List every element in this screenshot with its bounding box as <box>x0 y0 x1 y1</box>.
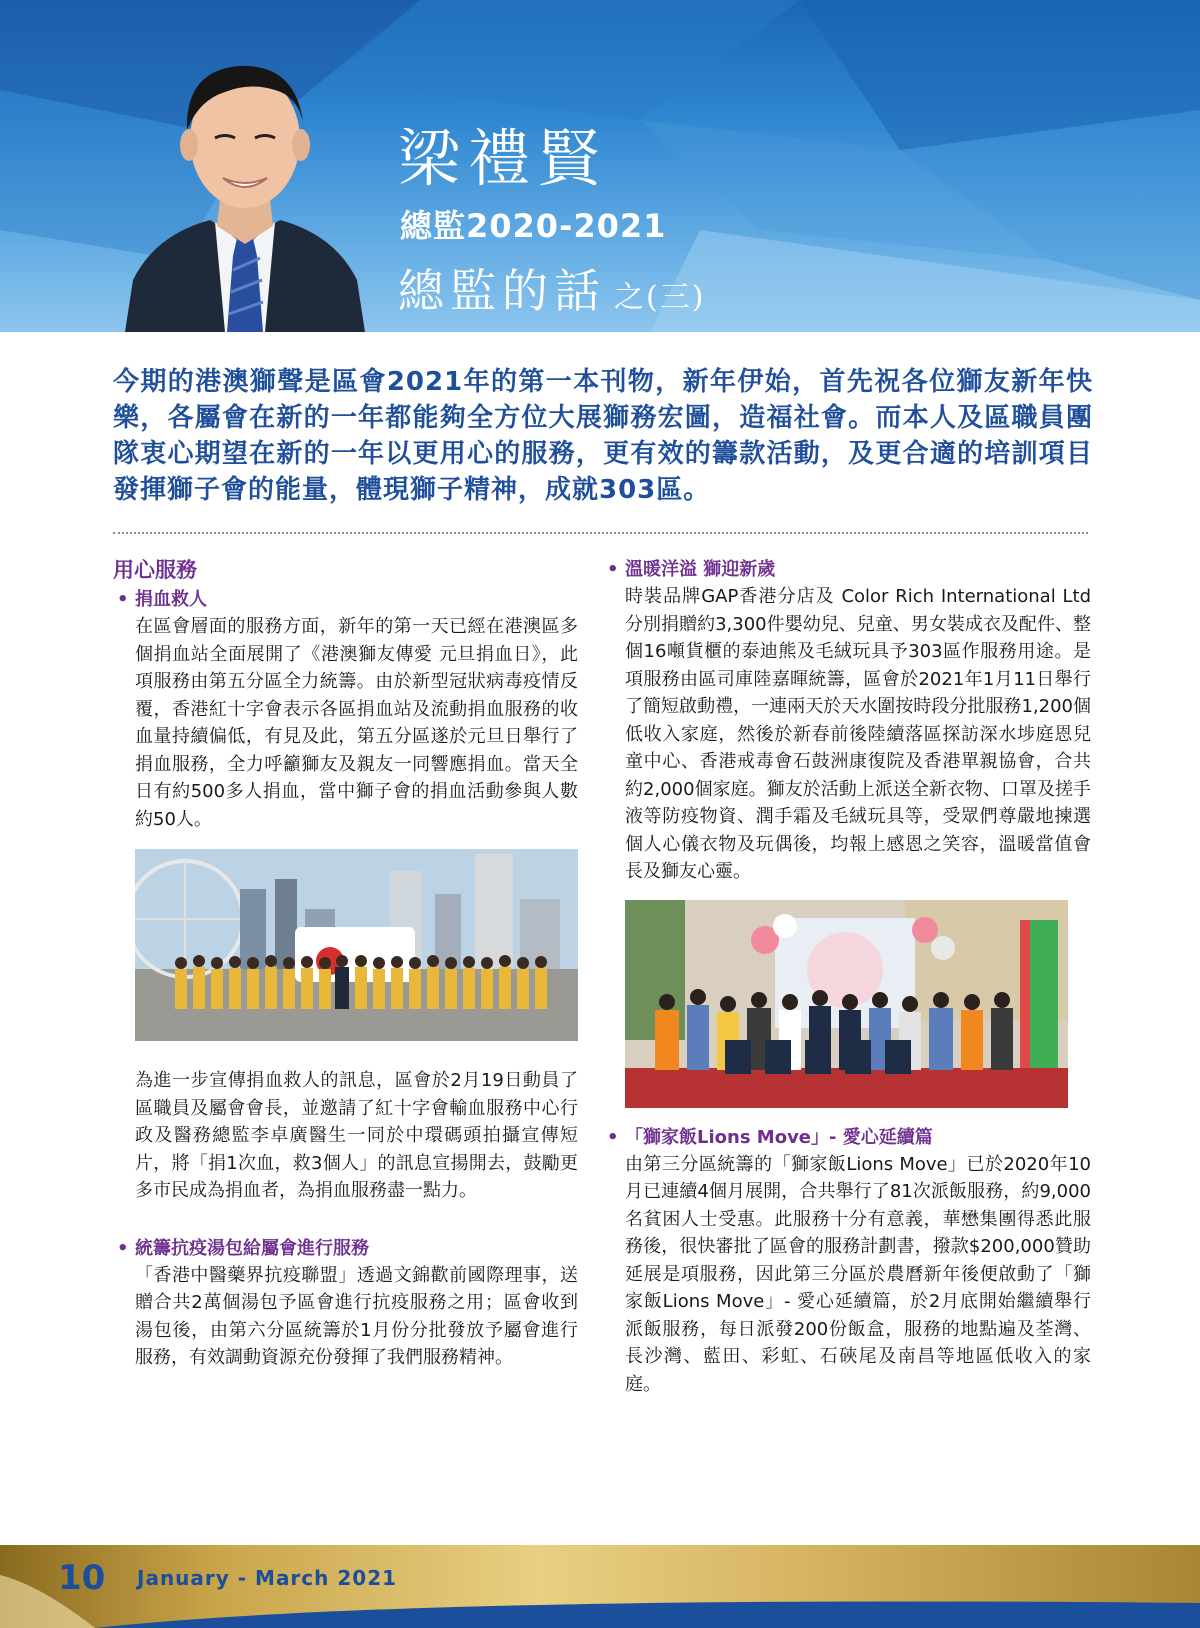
blood-campaign-photo <box>135 849 578 1041</box>
column-title <box>398 264 706 318</box>
bullet-icon: • <box>607 559 619 580</box>
bullet-icon: • <box>607 1126 619 1148</box>
header-banner <box>0 0 1200 332</box>
subheading-label: 溫暖洋溢 獅迎新歲 <box>625 559 776 580</box>
subheading-soup-packs <box>113 1235 578 1262</box>
bullet-icon: • <box>117 589 129 610</box>
warmth-paragraph: 時裝品牌GAP香港分店及 Color Rich International Ltd 分別捐贈約3,300件嬰幼兒、兒童、男女裝成衣及配件、整個16噸貨櫃的泰迪熊及毛絨玩具予303區作服務用途。是項服務由區司庫陸嘉暉統籌，區會於2021年1月11日舉行了簡短啟動禮，一連兩天於天水圍按時段分批服務1,200個低收入家庭，然後於新春前後陸續落區探訪深水埗庭恩兒童中心、香港戒毒會石鼓洲康復院及香港單親協會，合共約2,000個家庭。獅友於活動上派送全新衣物、口罩及搓手液等防疫物資、潤手霜及毛絨玩具等，受眾們尊嚴地揀選個人心儀衣物及玩偶後，均報上感恩之笑容，溫暖當值會長及獅友心靈。 <box>625 586 1091 882</box>
column-title-suffix: 之(三) <box>614 280 706 315</box>
subheading-label: 捐血救人 <box>135 589 207 610</box>
director-name: 梁禮賢 <box>398 122 609 195</box>
blood-paragraph-2: 為進一步宣傳捐血救人的訊息，區會於2月19日動員了區職員及屬會會長，並邀請了紅十字會輸血服務中心行政及醫務總監李卓廣醫生一同於中環碼頭拍攝宣傳短片，將「捐1次血，救3個人」的訊息宣揚開去，鼓勵更多市民成為捐血者，為捐血服務盡一點力。 <box>135 1070 578 1201</box>
lions-move-paragraph: 由第三分區統籌的「獅家飯Lions Move」已於2020年10月已連續4個月展開，合共舉行了81次派飯服務，約9,000名貧困人士受惠。此服務十分有意義，華懋集團得悉此服務後，很快審批了區會的服務計劃書，撥款$200,000贊助延展是項服務，因此第三分區於農曆新年後便啟動了「獅家飯Lions Move」- 愛心延續篇，於2月底開始繼續舉行派飯服務，每日派發200份飯盒，服務的地點遍及荃灣、長沙灣、藍田、彩虹、石硤尾及南昌等地區低收入的家庭。 <box>625 1153 1091 1395</box>
bullet-icon: • <box>117 1237 129 1259</box>
intro-paragraph: 今期的港澳獅聲是區會2021年的第一本刊物，新年伊始，首先祝各位獅友新年快樂，各屬會在新的一年都能夠全方位大展獅務宏圖，造福社會。而本人及區職員團隊衷心期望在新的一年以更用心的服務，更有效的籌款活動，及更合適的培訓項目發揮獅子會的能量，體現獅子精神，成就303區。 <box>113 367 1093 505</box>
issue-date: January - March 2021 <box>137 1566 398 1590</box>
director-role: 總監2020-2021 <box>400 207 667 245</box>
right-column <box>607 556 1091 1398</box>
column-title-main: 總監的話 <box>398 264 606 318</box>
page-number: 10 <box>58 1558 106 1598</box>
section-title: 用心服務 <box>113 558 197 582</box>
left-column <box>113 556 578 1372</box>
soup-paragraph: 「香港中醫藥界抗疫聯盟」透過文錦歡前國際理事，送贈合共2萬個湯包予區會進行抗疫服務之用；區會收到湯包後，由第六分區統籌於1月份分批發放予屬會進行服務，有效調動資源充份發揮了我們服務精神。 <box>135 1264 578 1368</box>
director-portrait <box>115 30 375 332</box>
subheading-lions-move <box>607 1124 1091 1151</box>
warmth-event-photo <box>625 900 1068 1108</box>
subheading-warmth <box>607 556 1091 583</box>
subheading-label: 「獅家飯Lions Move」- 愛心延續篇 <box>625 1126 933 1148</box>
dotted-divider <box>113 532 1088 534</box>
subheading-label: 統籌抗疫湯包給屬會進行服務 <box>135 1237 369 1259</box>
subheading-blood-donation <box>113 586 578 613</box>
blood-paragraph-1: 在區會層面的服務方面，新年的第一天已經在港澳區多個捐血站全面展開了《港澳獅友傳愛 元旦捐血日》，此項服務由第五分區全力統籌。由於新型冠狀病毒疫情反覆，香港紅十字會表示各區捐血站及流動捐血服務的收血量持續偏低，有見及此，第五分區遂於元旦日舉行了捐血服務，全力呼籲獅友及親友一同響應捐血。當天全日有約500多人捐血，當中獅子會的捐血活動參與人數約50人。 <box>135 616 578 830</box>
